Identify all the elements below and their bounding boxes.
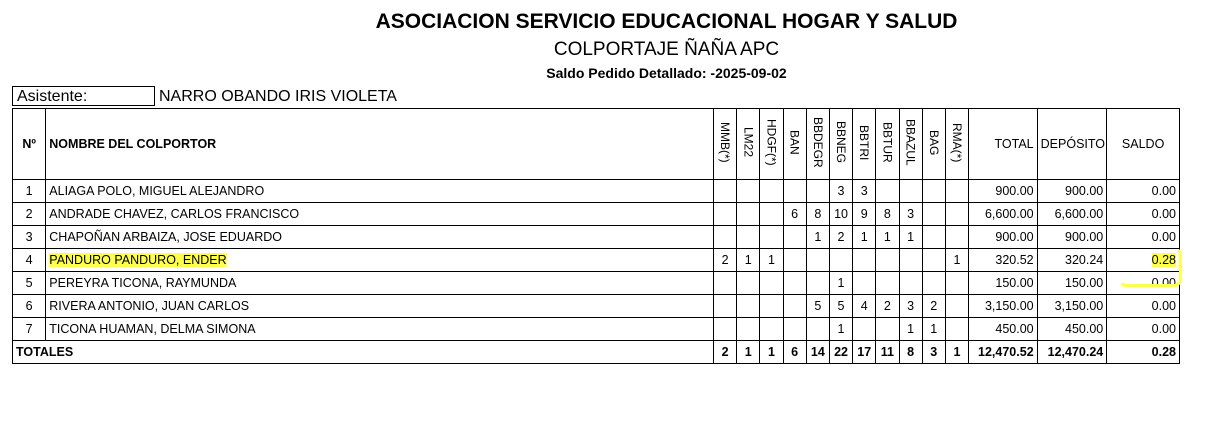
product-qty bbox=[760, 272, 783, 295]
product-qty: 1 bbox=[806, 226, 829, 249]
product-qty bbox=[922, 180, 945, 203]
product-qty: 2 bbox=[829, 226, 852, 249]
product-qty: 5 bbox=[806, 295, 829, 318]
row-saldo: 0.00 bbox=[1107, 226, 1180, 249]
row-total: 150.00 bbox=[969, 272, 1038, 295]
row-number: 5 bbox=[13, 272, 46, 295]
product-code: MMB(*) bbox=[718, 122, 733, 163]
product-qty bbox=[853, 272, 876, 295]
row-deposito: 900.00 bbox=[1037, 226, 1107, 249]
colportor-name: TICONA HUAMAN, DELMA SIMONA bbox=[46, 318, 714, 341]
product-qty bbox=[760, 226, 783, 249]
product-qty: 1 bbox=[829, 272, 852, 295]
totals-label: TOTALES bbox=[13, 341, 714, 364]
product-qty bbox=[876, 318, 899, 341]
col-product-header bbox=[760, 109, 783, 180]
product-qty bbox=[760, 318, 783, 341]
colportor-name: PANDURO PANDURO, ENDER bbox=[46, 249, 714, 272]
total-qty: 1 bbox=[760, 341, 783, 364]
product-qty: 1 bbox=[899, 226, 922, 249]
product-qty: 6 bbox=[783, 203, 806, 226]
total-qty: 1 bbox=[945, 341, 968, 364]
product-qty bbox=[945, 295, 968, 318]
product-qty bbox=[760, 180, 783, 203]
product-qty: 10 bbox=[829, 203, 852, 226]
product-qty: 3 bbox=[853, 180, 876, 203]
row-deposito: 450.00 bbox=[1037, 318, 1107, 341]
product-qty bbox=[945, 318, 968, 341]
row-number: 1 bbox=[13, 180, 46, 203]
product-qty bbox=[714, 272, 737, 295]
col-product-header bbox=[853, 109, 876, 180]
col-product-header bbox=[922, 109, 945, 180]
product-qty bbox=[714, 226, 737, 249]
product-qty bbox=[922, 203, 945, 226]
product-qty: 3 bbox=[829, 180, 852, 203]
row-deposito: 3,150.00 bbox=[1037, 295, 1107, 318]
row-deposito: 150.00 bbox=[1037, 272, 1107, 295]
product-qty bbox=[714, 203, 737, 226]
product-qty bbox=[760, 203, 783, 226]
table-header-row bbox=[13, 109, 1180, 180]
row-total: 320.52 bbox=[969, 249, 1038, 272]
col-product-header bbox=[829, 109, 852, 180]
row-deposito: 6,600.00 bbox=[1037, 203, 1107, 226]
assistant-name: NARRO OBANDO IRIS VIOLETA bbox=[159, 88, 397, 105]
total-qty: 8 bbox=[899, 341, 922, 364]
balance-table bbox=[12, 108, 1180, 364]
product-qty bbox=[876, 180, 899, 203]
product-qty: 1 bbox=[899, 318, 922, 341]
col-saldo-header: SALDO bbox=[1107, 109, 1180, 180]
col-product-header bbox=[783, 109, 806, 180]
row-total: 900.00 bbox=[969, 180, 1038, 203]
product-qty bbox=[714, 180, 737, 203]
row-number: 2 bbox=[13, 203, 46, 226]
product-qty bbox=[783, 249, 806, 272]
product-code: BBTUR bbox=[880, 122, 895, 163]
product-qty bbox=[737, 318, 760, 341]
total-qty: 14 bbox=[806, 341, 829, 364]
product-qty: 3 bbox=[899, 295, 922, 318]
col-no-header: Nº bbox=[13, 109, 46, 180]
product-qty bbox=[945, 272, 968, 295]
total-qty: 2 bbox=[714, 341, 737, 364]
table-row bbox=[13, 295, 1180, 318]
col-product-header bbox=[876, 109, 899, 180]
table-row bbox=[13, 180, 1180, 203]
product-qty bbox=[853, 318, 876, 341]
report-title: Saldo Pedido Detallado: -2025-09-02 bbox=[546, 65, 787, 81]
product-qty bbox=[876, 272, 899, 295]
program-title: COLPORTAJE ÑAÑA APC bbox=[553, 39, 780, 60]
product-qty bbox=[945, 226, 968, 249]
product-code: BAG bbox=[926, 129, 941, 156]
assistant-label: Asistente: bbox=[12, 86, 155, 106]
product-qty bbox=[899, 180, 922, 203]
row-saldo: 0.00 bbox=[1107, 180, 1180, 203]
row-saldo: 0.00 bbox=[1107, 272, 1180, 295]
product-qty: 1 bbox=[737, 249, 760, 272]
table-row bbox=[13, 249, 1180, 272]
grand-saldo: 0.28 bbox=[1107, 341, 1180, 364]
product-qty bbox=[737, 180, 760, 203]
colportor-name: PEREYRA TICONA, RAYMUNDA bbox=[46, 272, 714, 295]
product-qty bbox=[876, 249, 899, 272]
row-total: 6,600.00 bbox=[969, 203, 1038, 226]
product-qty bbox=[806, 272, 829, 295]
product-qty: 5 bbox=[829, 295, 852, 318]
totals-row bbox=[13, 341, 1180, 364]
product-qty: 1 bbox=[829, 318, 852, 341]
row-deposito: 320.24 bbox=[1037, 249, 1107, 272]
col-product-header bbox=[899, 109, 922, 180]
table-row bbox=[13, 203, 1180, 226]
product-qty bbox=[922, 272, 945, 295]
product-code: BBDEGR bbox=[810, 117, 825, 168]
product-qty bbox=[737, 272, 760, 295]
row-saldo: 0.00 bbox=[1107, 318, 1180, 341]
product-code: LM22 bbox=[741, 127, 756, 158]
col-deposito-header: DEPÓSITO bbox=[1037, 109, 1107, 180]
row-total: 900.00 bbox=[969, 226, 1038, 249]
product-qty bbox=[945, 180, 968, 203]
product-qty bbox=[783, 180, 806, 203]
grand-total: 12,470.52 bbox=[969, 341, 1038, 364]
product-qty bbox=[783, 272, 806, 295]
row-saldo: 0.00 bbox=[1107, 203, 1180, 226]
product-code: RMA(*) bbox=[949, 122, 964, 163]
row-number: 3 bbox=[13, 226, 46, 249]
product-qty: 1 bbox=[853, 226, 876, 249]
product-qty bbox=[737, 203, 760, 226]
product-qty bbox=[899, 272, 922, 295]
product-qty: 1 bbox=[922, 318, 945, 341]
product-qty bbox=[829, 249, 852, 272]
product-qty: 8 bbox=[876, 203, 899, 226]
product-qty bbox=[853, 249, 876, 272]
product-qty bbox=[783, 226, 806, 249]
row-saldo: 0.00 bbox=[1107, 295, 1180, 318]
table-row bbox=[13, 318, 1180, 341]
product-qty bbox=[737, 295, 760, 318]
total-qty: 11 bbox=[876, 341, 899, 364]
product-qty: 1 bbox=[760, 249, 783, 272]
total-qty: 22 bbox=[829, 341, 852, 364]
table-row bbox=[13, 272, 1180, 295]
product-qty: 9 bbox=[853, 203, 876, 226]
product-qty bbox=[922, 226, 945, 249]
product-code: BAN bbox=[787, 130, 802, 155]
product-qty: 1 bbox=[876, 226, 899, 249]
col-product-header bbox=[806, 109, 829, 180]
total-qty: 1 bbox=[737, 341, 760, 364]
product-qty bbox=[783, 318, 806, 341]
row-number: 4 bbox=[13, 249, 46, 272]
product-qty bbox=[899, 249, 922, 272]
product-qty bbox=[922, 249, 945, 272]
product-qty: 3 bbox=[899, 203, 922, 226]
row-number: 7 bbox=[13, 318, 46, 341]
product-qty bbox=[714, 318, 737, 341]
org-title: ASOCIACION SERVICIO EDUCACIONAL HOGAR Y SALUD bbox=[375, 10, 958, 33]
product-qty bbox=[760, 295, 783, 318]
product-qty bbox=[783, 295, 806, 318]
product-qty: 2 bbox=[714, 249, 737, 272]
colportor-name: RIVERA ANTONIO, JUAN CARLOS bbox=[46, 295, 714, 318]
product-code: BBAZUL bbox=[903, 119, 918, 166]
product-qty: 2 bbox=[922, 295, 945, 318]
grand-deposito: 12,470.24 bbox=[1037, 341, 1107, 364]
product-qty bbox=[806, 180, 829, 203]
total-qty: 6 bbox=[783, 341, 806, 364]
col-name-header: NOMBRE DEL COLPORTOR bbox=[46, 109, 714, 180]
row-deposito: 900.00 bbox=[1037, 180, 1107, 203]
total-qty: 3 bbox=[922, 341, 945, 364]
col-total-header: TOTAL bbox=[969, 109, 1038, 180]
col-product-header bbox=[714, 109, 737, 180]
product-qty bbox=[737, 226, 760, 249]
product-code: BBNEG bbox=[834, 121, 849, 164]
product-code: HDGF(*) bbox=[764, 119, 779, 166]
product-qty: 8 bbox=[806, 203, 829, 226]
colportor-name: CHAPOÑAN ARBAIZA, JOSE EDUARDO bbox=[46, 226, 714, 249]
product-qty bbox=[806, 249, 829, 272]
row-total: 3,150.00 bbox=[969, 295, 1038, 318]
product-qty: 2 bbox=[876, 295, 899, 318]
product-code: BBTRI bbox=[857, 124, 872, 161]
product-qty: 1 bbox=[945, 249, 968, 272]
row-saldo: 0.28 bbox=[1107, 249, 1180, 272]
total-qty: 17 bbox=[853, 341, 876, 364]
product-qty bbox=[945, 203, 968, 226]
product-qty bbox=[806, 318, 829, 341]
col-product-header bbox=[945, 109, 968, 180]
assistant-row bbox=[12, 86, 397, 108]
colportor-name: ALIAGA POLO, MIGUEL ALEJANDRO bbox=[46, 180, 714, 203]
product-qty bbox=[714, 295, 737, 318]
row-total: 450.00 bbox=[969, 318, 1038, 341]
product-qty: 4 bbox=[853, 295, 876, 318]
row-number: 6 bbox=[13, 295, 46, 318]
table-row bbox=[13, 226, 1180, 249]
colportor-name: ANDRADE CHAVEZ, CARLOS FRANCISCO bbox=[46, 203, 714, 226]
col-product-header bbox=[737, 109, 760, 180]
